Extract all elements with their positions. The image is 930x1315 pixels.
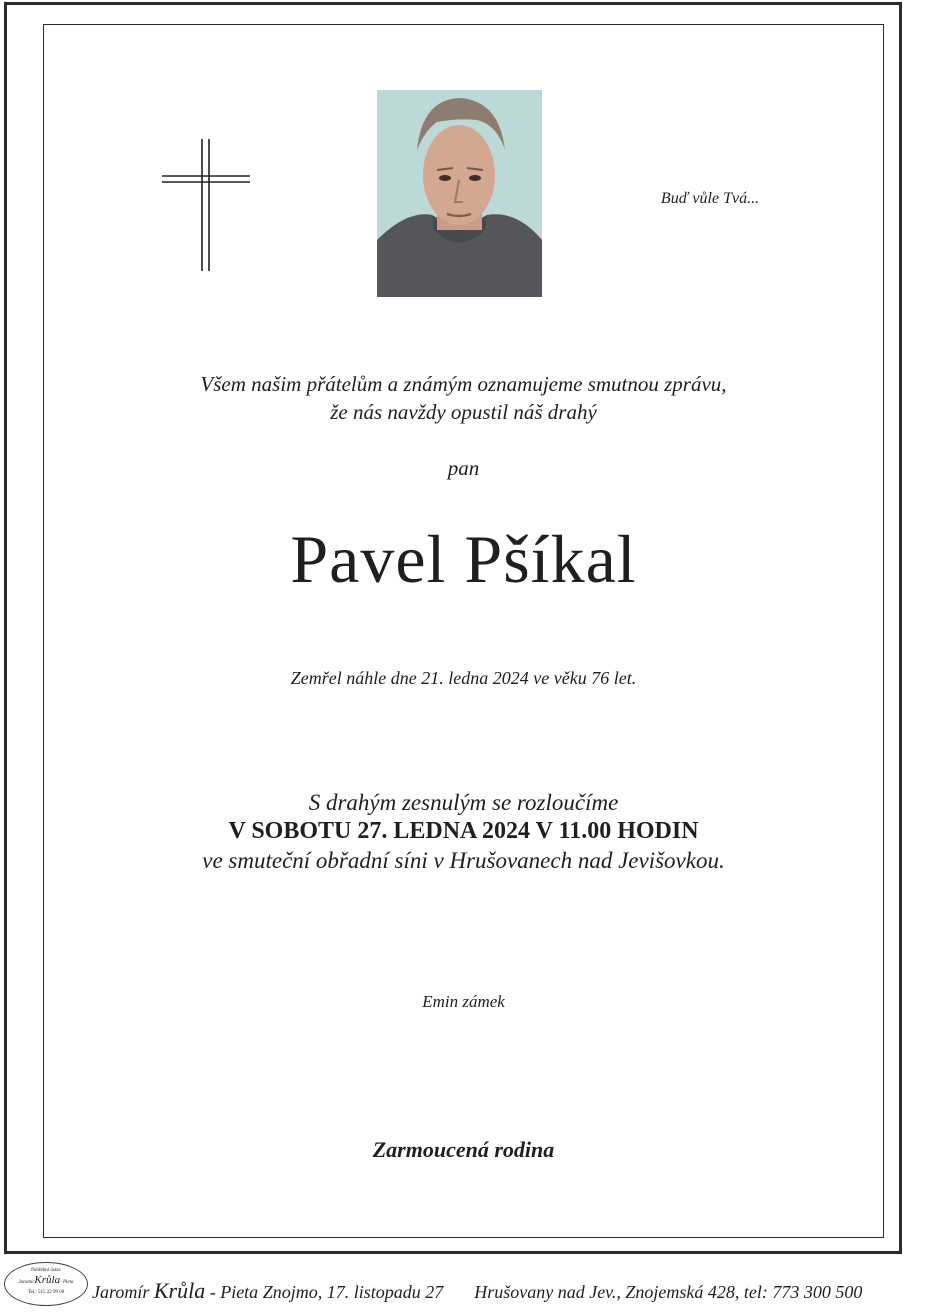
footer-address-znojmo: Znojmo, 17. listopadu 27 xyxy=(262,1282,444,1302)
logo-brand xyxy=(5,1274,87,1289)
death-note: Zemřel náhle dne 21. ledna 2024 ve věku 76 let. xyxy=(290,668,637,688)
deceased-name: Pavel Pšíkal xyxy=(290,521,637,597)
logo-phone-text: Tel.: 515 22 99 60 xyxy=(27,1290,65,1295)
logo-right-text: - Pieta xyxy=(60,1280,74,1285)
ceremony-place: ve smuteční obřadní síni v Hrušovanech nad Jevišovkou. xyxy=(202,848,725,873)
motto-text: Buď vůle Tvá... xyxy=(660,190,760,207)
ceremony-date-time: V SOBOTU 27. LEDNA 2024 V 11.00 HODIN xyxy=(228,818,699,844)
announcement xyxy=(43,370,884,426)
footer-brand: Krůla xyxy=(153,1278,206,1303)
footer-pieta: - Pieta xyxy=(209,1282,259,1302)
logo-top-text: Pohřební ústav xyxy=(31,1268,61,1273)
relative-name: Emin zámek xyxy=(422,992,505,1011)
ceremony-info xyxy=(43,788,884,875)
announcement-line-2: že nás navždy opustil náš drahý xyxy=(330,400,597,424)
logo-brand-text: Krůla xyxy=(34,1274,61,1286)
portrait-photo xyxy=(377,90,542,297)
footer-address-hrusovany: Hrušovany nad Jev., Znojemská 428, tel: 773 300 500 xyxy=(474,1282,863,1302)
footer xyxy=(0,1262,930,1312)
announcement-line-1: Všem našim přátelům a známým oznamujeme smutnou zprávu, xyxy=(200,372,727,396)
ceremony-line-1: S drahým zesnulým se rozloučíme xyxy=(308,790,619,815)
signature: Zarmoucená rodina xyxy=(372,1137,555,1162)
honorific-title: pan xyxy=(447,456,480,480)
cross-icon xyxy=(162,139,250,271)
footer-name-prefix: Jaromír xyxy=(92,1282,150,1302)
funeral-home-logo xyxy=(4,1262,88,1306)
footer-contact xyxy=(92,1278,862,1304)
logo-left-text: Jaromír xyxy=(18,1280,35,1285)
